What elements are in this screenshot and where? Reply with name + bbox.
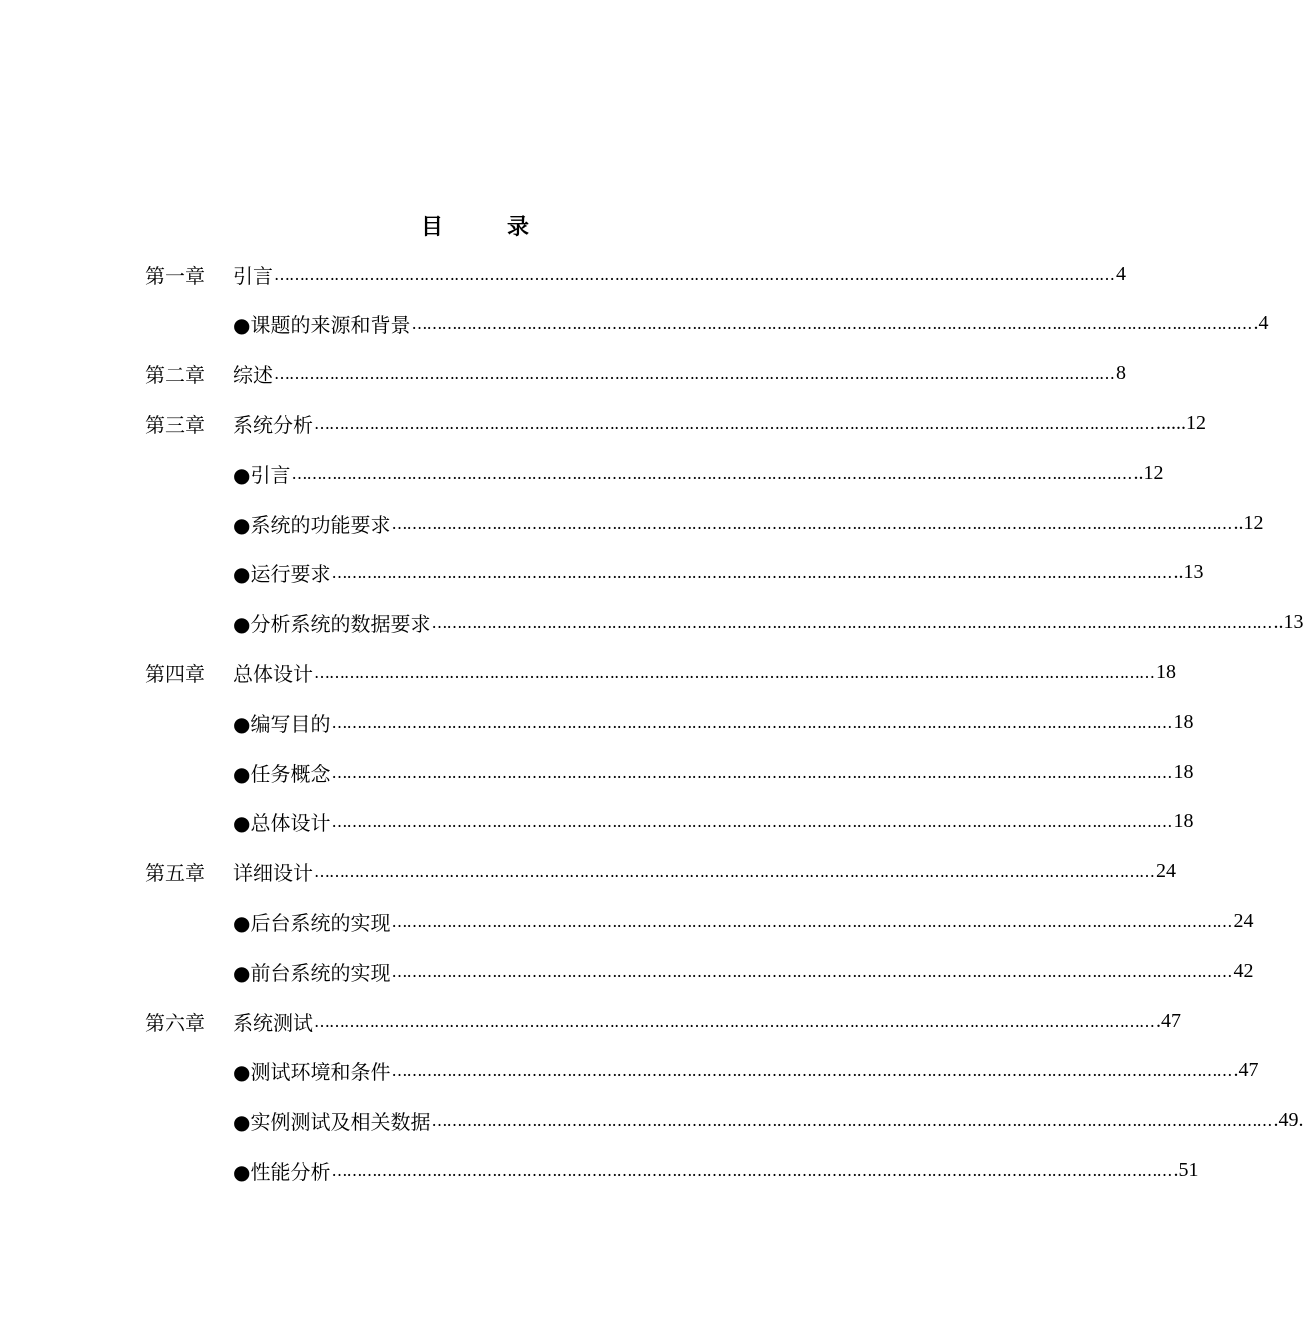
toc-entry[interactable]: [0, 905, 1254, 937]
toc-page-number: ......12: [1156, 411, 1206, 434]
toc-entry[interactable]: [0, 557, 1204, 589]
toc-page-number: .47: [1233, 1059, 1259, 1082]
toc-entry-label: ●实例测试及相关数据: [233, 1110, 431, 1135]
toc-entry-label: 综述: [233, 363, 273, 388]
toc-leader-dots: ……………………………………………………………………………………………………………………………………………………: [391, 961, 1232, 981]
toc-chapter-number: 第六章: [145, 1010, 205, 1035]
toc-entry[interactable]: [0, 806, 1194, 838]
toc-entry-label: ●测试环境和条件: [233, 1060, 391, 1085]
toc-page-number: 4: [1116, 262, 1126, 285]
toc-entry-label: ●性能分析: [233, 1159, 331, 1184]
toc-entry[interactable]: [0, 407, 1206, 439]
toc-leader-dots: ……………………………………………………………………………………………………………………………………………………: [274, 264, 1114, 284]
toc-leader-dots: ……………………………………………………………………………………………………………………………………………………: [391, 911, 1232, 931]
toc-title-left: 目: [420, 214, 443, 240]
toc-leader-dots: ……………………………………………………………………………………………………………………………………………………: [331, 712, 1172, 732]
toc-entry-label: 总体设计: [233, 661, 313, 686]
toc-entry[interactable]: [0, 308, 1269, 340]
toc-page-number: 42: [1233, 959, 1254, 982]
toc-entry-label: 系统分析: [233, 412, 313, 437]
toc-leader-dots: ……………………………………………………………………………………………………………………………………………………: [331, 762, 1172, 782]
toc-leader-dots: ……………………………………………………………………………………………………………………………………………………: [391, 1061, 1232, 1081]
toc-entry-label: ●编写目的: [233, 711, 331, 736]
toc-chapter-number: 第二章: [145, 363, 205, 388]
toc-page-number: 18: [1173, 710, 1194, 733]
toc-entry[interactable]: [0, 856, 1176, 888]
toc-page-number: .51: [1173, 1158, 1199, 1181]
toc-page-number: ..13: [1273, 611, 1303, 634]
toc-leader-dots: ……………………………………………………………………………………………………………………………………………………: [431, 613, 1272, 633]
toc-entry[interactable]: [0, 358, 1126, 390]
toc-leader-dots: ……………………………………………………………………………………………………………………………………………………: [314, 413, 1154, 433]
toc-page-number: 18: [1156, 660, 1176, 683]
toc-entry-label: ●后台系统的实现: [233, 910, 391, 935]
toc-entry-label: 引言: [233, 263, 273, 288]
toc-entry[interactable]: [0, 258, 1126, 290]
toc-entry-label: 详细设计: [233, 861, 313, 886]
toc-leader-dots: ……………………………………………………………………………………………………………………………………………………: [431, 1111, 1272, 1131]
toc-page-number: 18: [1173, 760, 1194, 783]
toc-entry-label: ●分析系统的数据要求: [233, 612, 431, 637]
toc-chapter-number: 第四章: [145, 661, 205, 686]
toc-page-number: .49.: [1273, 1109, 1303, 1132]
toc-page-number: 24: [1156, 860, 1176, 883]
toc-entry[interactable]: [0, 1154, 1199, 1186]
toc-leader-dots: ……………………………………………………………………………………………………………………………………………………: [274, 364, 1114, 384]
toc-page-number: ..12: [1133, 461, 1164, 484]
toc-entry[interactable]: [0, 1005, 1181, 1037]
toc-leader-dots: ……………………………………………………………………………………………………………………………………………………: [314, 1011, 1154, 1031]
toc-entry-label: ●系统的功能要求: [233, 512, 391, 537]
toc-entry[interactable]: [0, 955, 1254, 987]
toc-title-right: 录: [507, 214, 530, 240]
toc-title: [0, 210, 950, 241]
toc-entry[interactable]: [0, 706, 1194, 738]
toc-leader-dots: ……………………………………………………………………………………………………………………………………………………: [391, 513, 1232, 533]
toc-entry-label: ●引言: [233, 462, 291, 487]
toc-chapter-number: 第五章: [145, 861, 205, 886]
toc-page-number: .4: [1253, 312, 1269, 335]
toc-entry-label: ●课题的来源和背景: [233, 313, 411, 338]
toc-entry[interactable]: [0, 507, 1264, 539]
toc-leader-dots: ……………………………………………………………………………………………………………………………………………………: [411, 314, 1252, 334]
toc-leader-dots: ……………………………………………………………………………………………………………………………………………………: [291, 463, 1132, 483]
toc-leader-dots: ……………………………………………………………………………………………………………………………………………………: [331, 812, 1172, 832]
toc-entry[interactable]: [0, 656, 1176, 688]
toc-entry[interactable]: [0, 1105, 1303, 1137]
toc-chapter-number: 第三章: [145, 412, 205, 437]
toc-entry[interactable]: [0, 756, 1194, 788]
toc-page-number: ..12: [1233, 511, 1264, 534]
toc-entry-label: ●总体设计: [233, 811, 331, 836]
toc-entry-label: ●运行要求: [233, 562, 331, 587]
toc-entry[interactable]: [0, 457, 1164, 489]
toc-chapter-number: 第一章: [145, 263, 205, 288]
toc-entry-label: ●前台系统的实现: [233, 960, 391, 985]
toc-leader-dots: ……………………………………………………………………………………………………………………………………………………: [331, 1160, 1172, 1180]
toc-page-number: 24: [1233, 909, 1254, 932]
toc-page-number: ..13: [1173, 561, 1204, 584]
toc-entry-label: 系统测试: [233, 1010, 313, 1035]
toc-entry-label: ●任务概念: [233, 761, 331, 786]
toc-entry[interactable]: [0, 607, 1303, 639]
toc-leader-dots: ……………………………………………………………………………………………………………………………………………………: [331, 563, 1172, 583]
toc-leader-dots: ……………………………………………………………………………………………………………………………………………………: [314, 862, 1154, 882]
toc-page-number: 8: [1116, 362, 1126, 385]
toc-leader-dots: ……………………………………………………………………………………………………………………………………………………: [314, 662, 1154, 682]
toc-page-number: 18: [1173, 810, 1194, 833]
toc-page-number: .47: [1156, 1009, 1181, 1032]
toc-entry[interactable]: [0, 1055, 1259, 1087]
